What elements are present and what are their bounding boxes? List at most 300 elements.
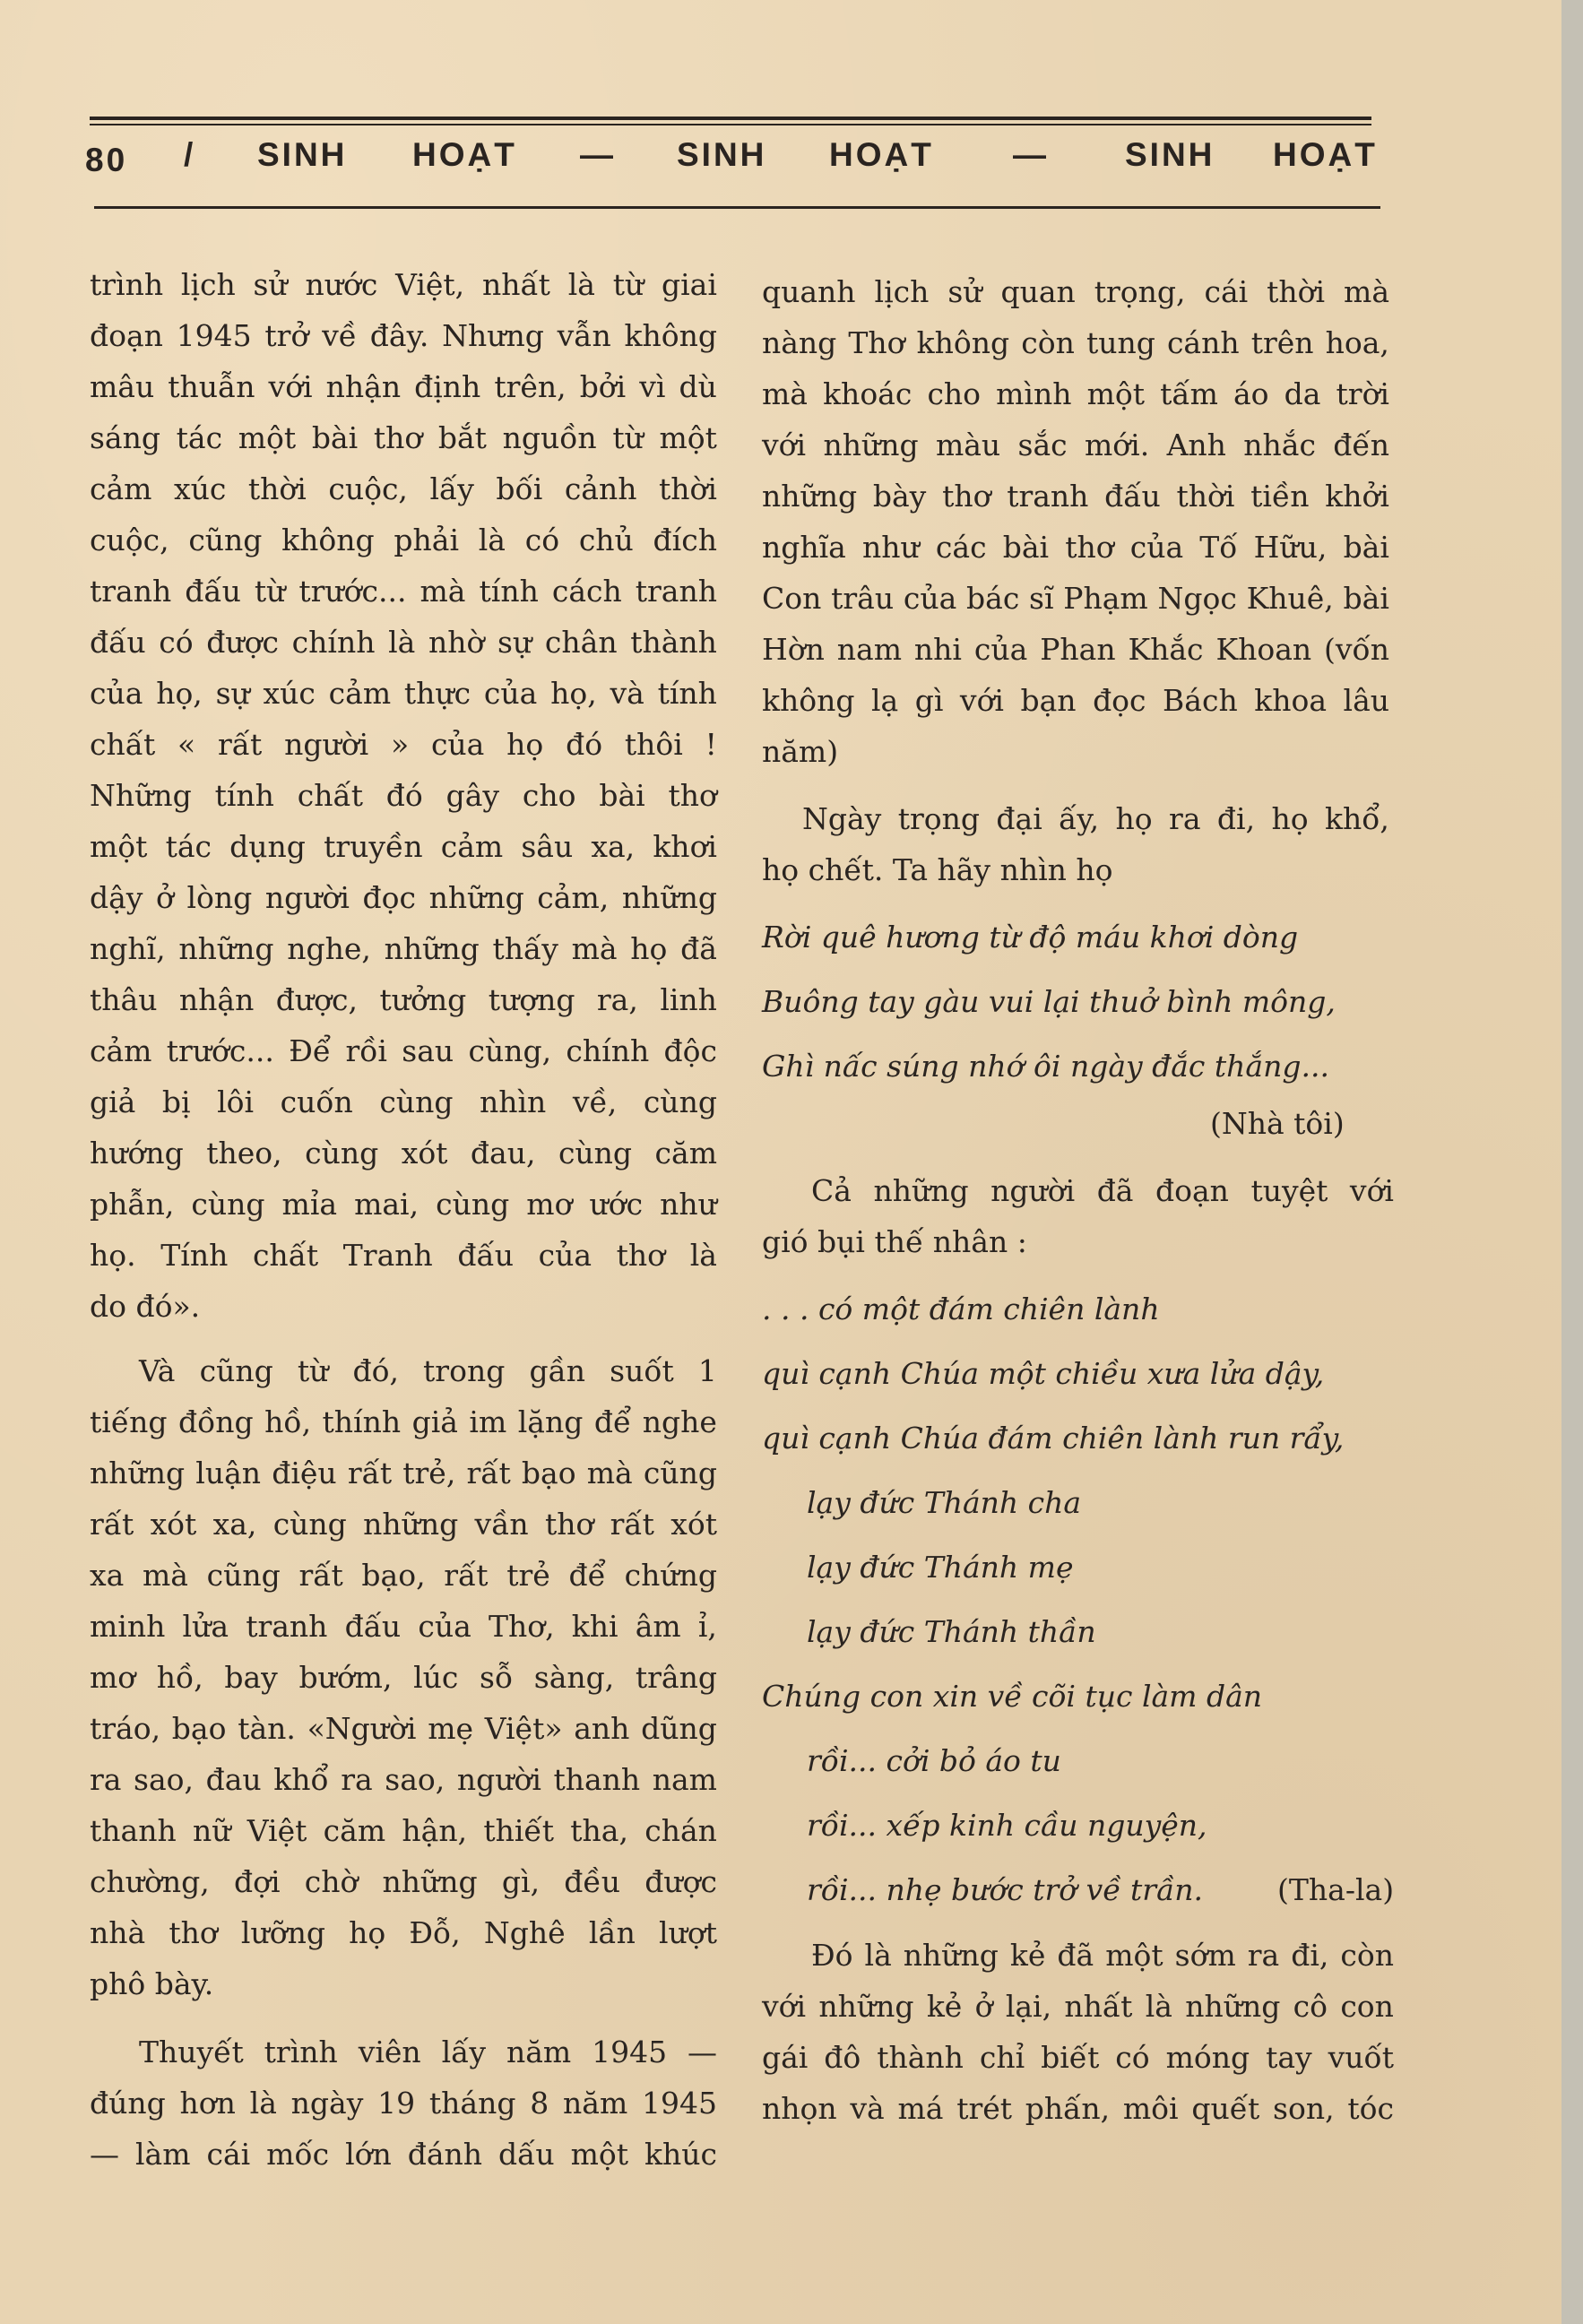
word: lấy [429,471,474,506]
word: không [762,683,855,718]
word: tranh [1007,479,1089,514]
word: những [621,880,717,915]
word: năm [506,2035,572,2069]
word: họ [630,931,668,966]
text-line [90,1231,717,1281]
word: Thơ, [488,1609,555,1644]
word: thời [247,471,307,506]
word: tráo, [90,1711,161,1746]
word: bị [161,1084,191,1119]
text-line [90,1602,717,1652]
word: tác [176,420,223,455]
header-top-rule-thin [90,124,1371,125]
word: thuẫn [168,369,255,404]
poem-line: quì cạnh Chúa một chiều xưa lửa dậy, [762,1356,1325,1391]
word: kẻ [926,1989,963,2024]
word: cho [522,778,576,813]
word: được, [275,982,359,1017]
word: lưỡng [240,1915,325,1950]
word: thời [1176,479,1235,514]
word: quết [1191,2091,1260,2126]
word: như [862,530,920,565]
word: là [864,1938,892,1973]
word: căm [323,1813,386,1848]
text-line [90,413,717,463]
word: ngày [290,2086,364,2121]
word: Hờn [762,632,825,667]
text-line [90,566,717,617]
word: nữ [192,1813,231,1848]
word: mốc [266,2137,330,2172]
word: cùng [436,1187,510,1222]
word: chỉ [979,2040,1025,2075]
text-line [90,260,717,310]
word: nhờ [428,625,485,660]
word: của [903,581,957,616]
word: hồ, [156,1660,203,1695]
word: là [567,267,595,302]
word: lượt [659,1915,717,1950]
text-line [762,1982,1394,2032]
word: trên [1250,325,1314,360]
word: cảm [440,829,504,864]
text-line [90,311,717,361]
word: nhìn [480,1084,547,1119]
word: Để [289,1033,332,1068]
word: mà [586,1456,633,1490]
word: ở [974,1989,993,2024]
word: ra [341,1762,373,1797]
word: xót [670,1507,717,1542]
word: đấu [1104,479,1161,514]
word: đúng [90,2086,166,2121]
word: là [249,2086,277,2121]
word: sự [215,676,250,711]
word: 8 [530,2086,549,2121]
word: trời [1336,376,1389,411]
word: của [430,727,485,762]
word: họ [1271,801,1309,836]
text-line [90,2078,717,2129]
word: hoa, [1325,325,1389,360]
word: sĩ [1029,581,1054,616]
word: gần [529,1353,586,1388]
word: nghĩa [762,530,846,565]
word: nhà [90,1915,146,1950]
word: Phan [1040,632,1116,667]
text-line [90,1653,717,1703]
word: là [388,625,416,660]
word: dũng [641,1711,717,1746]
word: bài [599,778,645,813]
word: đấu [457,1238,514,1273]
word: rất [90,1507,134,1542]
word: tranh [635,574,717,609]
text-line [90,822,717,872]
text-line [90,2130,717,2180]
word: đại [996,801,1042,836]
word: âm [635,1609,681,1644]
word: những [873,1173,969,1208]
word: nhi [913,632,962,667]
word: mơ [526,1187,573,1222]
header-word: SINH [677,136,767,173]
word: từ [612,420,644,455]
word: bài [1343,530,1389,565]
word: lịch [874,274,930,309]
word: cùng [558,1136,633,1171]
word: mẹ [428,1711,474,1746]
word: Thuyết [139,2035,244,2069]
text-line [90,1397,717,1447]
word: thơ [1065,530,1114,565]
word: sáng [90,420,160,455]
word: của [90,676,143,711]
word: từ [612,267,644,302]
header-word: HOẠT [412,136,517,173]
word: mới. [1084,428,1150,462]
text-line [90,720,717,770]
word: cùng [379,1084,454,1119]
text-line [762,420,1389,471]
word: Anh [1166,428,1226,462]
word: tay [1266,2040,1312,2075]
word: những [762,479,858,514]
word: ước [589,1187,644,1222]
word: cảm [328,676,392,711]
word: giai [661,267,717,302]
word: làm [134,2137,191,2172]
word: những [428,880,524,915]
word: gái [762,2040,809,2075]
word: ! [705,727,717,762]
word: các [935,530,987,565]
word: Tranh [342,1238,433,1273]
word: cánh [1166,325,1240,360]
word: « [177,727,196,762]
word: ra [90,1762,122,1797]
word: bài [311,420,359,455]
text-line [90,1908,717,1958]
word: Bách [1163,683,1238,718]
word: khổ, [1324,801,1389,836]
word: tóc [1347,2091,1394,2126]
word: trét [956,2091,1013,2126]
word: phẫn, [90,1187,175,1222]
text-line [90,1128,717,1179]
word: với [959,683,1004,718]
word: sử [253,267,288,302]
word: rất [298,1558,343,1593]
word: họ [1115,801,1153,836]
word: bướm, [298,1660,393,1695]
word: cách [551,574,622,609]
word: bối [496,471,543,506]
word: khổ [273,1762,329,1797]
word: thơ [942,479,991,514]
word: đau [205,1762,262,1797]
word: mà [571,931,618,966]
word: mỉa [281,1187,338,1222]
word: son, [1273,2091,1335,2126]
word: sao, [385,1762,445,1797]
word: Việt, [395,267,465,302]
word: có [524,523,560,557]
word: chân [544,625,618,660]
text-line [90,1551,717,1601]
word: trình [264,2035,338,2069]
word: thơ [668,778,717,813]
word: tính [214,778,274,813]
word: áo [1233,376,1269,411]
word: tháng [428,2086,516,2121]
text-line [139,1346,717,1396]
word: đã [680,931,717,966]
word: bạn [1020,683,1077,718]
word: chờ [304,1864,359,1899]
word: chính [566,1033,650,1068]
word: môi [1122,2091,1179,2126]
header-slash: / [184,136,196,173]
word: sử [947,274,982,309]
word: mà [1344,274,1389,309]
word: theo, [206,1136,282,1171]
word: ra [1169,801,1201,836]
word: tranh [246,1609,328,1644]
word: hồ, [264,1404,312,1439]
word: thấy [492,931,558,966]
text-line [762,625,1389,675]
word: cũng [206,1558,281,1593]
word: Nghê [483,1915,566,1950]
word: những [1185,1989,1281,2024]
word: từ [297,1353,329,1388]
word: là [689,1238,717,1273]
word: người [284,727,369,762]
word: có [159,625,194,660]
word: được [644,1864,717,1899]
word: khơi [653,829,717,864]
word: đều [564,1864,620,1899]
text-line [802,794,1389,844]
word: những [382,1864,478,1899]
text-line [90,1026,717,1076]
text-line [762,369,1389,419]
word: tác [165,829,212,864]
word: sâu [521,829,574,864]
word: tàn. [238,1711,296,1746]
text-line [762,2033,1394,2083]
word: chán [644,1813,717,1848]
word: đấu [185,574,241,609]
word: một [659,420,717,455]
header-word: SINH [257,136,348,173]
word: lại, [1005,1989,1052,2024]
word: viên [358,2035,421,2069]
poem-line: lạy đức Thánh thần [807,1614,1096,1649]
word: thanh [553,1762,641,1797]
word: đoạn [90,318,163,353]
word: cái [206,2137,251,2172]
word: lạ [871,683,899,718]
text-line [90,362,717,412]
word: một [1105,1938,1163,1973]
word: đánh [407,2137,483,2172]
word: cho [927,376,982,411]
word: tượng [488,982,575,1017]
word: truyền [324,829,423,864]
word: Việt» [484,1711,563,1746]
word: Khoan [1215,632,1312,667]
word: đó [385,778,423,813]
word: con [1340,1989,1394,2024]
word: cảm [90,1033,152,1068]
word: nghe, [287,931,371,966]
poem-line: Chúng con xin về cõi tục làm dân [762,1679,1263,1714]
word: dậy [90,880,143,915]
word: thanh [90,1813,177,1848]
word: cũng [188,523,263,557]
word: đi, [1291,1938,1329,1973]
word: lúc [413,1660,459,1695]
word: — [688,2035,717,2069]
word: da [1284,376,1321,411]
word: bác [966,581,1020,616]
word: Con [762,581,822,616]
word: cảnh [564,471,637,506]
poem-line: . . . có một đám chiên lành [762,1292,1160,1326]
text-line: phô bày. [90,1966,214,2001]
word: mình [996,376,1072,411]
word: còn [1021,325,1075,360]
word: ấy, [1059,801,1100,836]
word: bắt [437,420,487,455]
word: tha, [570,1813,628,1848]
word: và [850,2091,885,2126]
text-line: gió bụi thế nhân : [762,1224,1027,1259]
word: nhất [481,267,550,302]
word: trước... [166,1033,274,1068]
text-line [90,771,717,821]
word: sàng, [533,1660,615,1695]
word: xa, [591,829,636,864]
word: ra [1247,1938,1280,1973]
word: quan [1000,274,1076,309]
word: nhận [325,369,402,404]
word: thiết [483,1813,554,1848]
word: 1 [697,1353,717,1388]
word: căm [654,1136,717,1171]
word: đoạn [1155,1173,1229,1208]
running-header [85,133,1376,186]
word: xót [401,1136,448,1171]
word: biết [1041,2040,1100,2075]
header-top-rule [90,117,1371,120]
word: dù [679,369,717,404]
word: đó, [352,1353,399,1388]
word: — [90,2137,119,2172]
word: trình [90,267,164,302]
word: dụng [229,829,306,864]
word: lôi [217,1084,255,1119]
word: Phạm [1063,581,1148,616]
word: những [178,931,274,966]
word: xót [150,1507,197,1542]
word: xa, [212,1507,257,1542]
word: phải [394,523,460,557]
word: đã [1057,1938,1094,1973]
word: mơ [90,1660,136,1695]
word: cùng [643,1084,717,1119]
word: tiền [1250,479,1310,514]
word: suốt [610,1353,674,1388]
word: cô [1293,1989,1328,2024]
word: Ngày [802,801,882,836]
left-column [90,260,731,2214]
poem-line: quì cạnh Chúa đám chiên lành run rẩy, [762,1421,1345,1456]
word: đau, [470,1136,536,1171]
word: sắc [1017,428,1068,462]
word: khởi [1325,479,1389,514]
word: đồng [177,1404,254,1439]
word: đọc [362,880,416,915]
word: lần [588,1915,636,1950]
word: Việt [247,1813,307,1848]
word: để [593,1404,632,1439]
word: với [1349,1173,1394,1208]
text-line [762,574,1389,624]
word: chủ [578,523,634,557]
header-dash: — [580,136,616,173]
word: từ [254,574,286,609]
word: khoác [823,376,913,411]
word: điệu [272,1456,337,1490]
text-line [90,975,717,1025]
poem-line: Ghì nấc súng nhớ ôi ngày đắc thắng... [762,1049,1329,1084]
word: nhọn [762,2091,837,2126]
word: vẫn [557,318,611,353]
word: rồi [345,1033,387,1068]
text-line [90,464,717,514]
word: trong [423,1353,506,1388]
word: lâu [1343,683,1389,718]
text-line [90,1179,717,1230]
text-line [762,267,1389,317]
word: lịch [180,267,236,302]
word: xúc [263,676,316,711]
word: đấu [90,625,146,660]
word: xa [90,1558,125,1593]
word: của [483,676,538,711]
word: đích [653,523,717,557]
text-line: họ chết. Ta hãy nhìn họ [762,852,1113,887]
word: chất [90,727,156,762]
word: định [414,369,481,404]
word: một [1086,376,1146,411]
right-column [762,267,1407,2221]
word: những [384,931,480,966]
word: rất [610,1507,654,1542]
word: đô [824,2040,861,2075]
word: vuốt [1328,2040,1394,2075]
word: nhất [1064,1989,1133,2024]
word: họ [349,1915,386,1950]
word: họ. [90,1238,136,1273]
text-line [90,618,717,668]
word: bạo, [361,1558,426,1593]
word: tấm [1160,376,1218,411]
word: trọng, [1094,274,1186,309]
